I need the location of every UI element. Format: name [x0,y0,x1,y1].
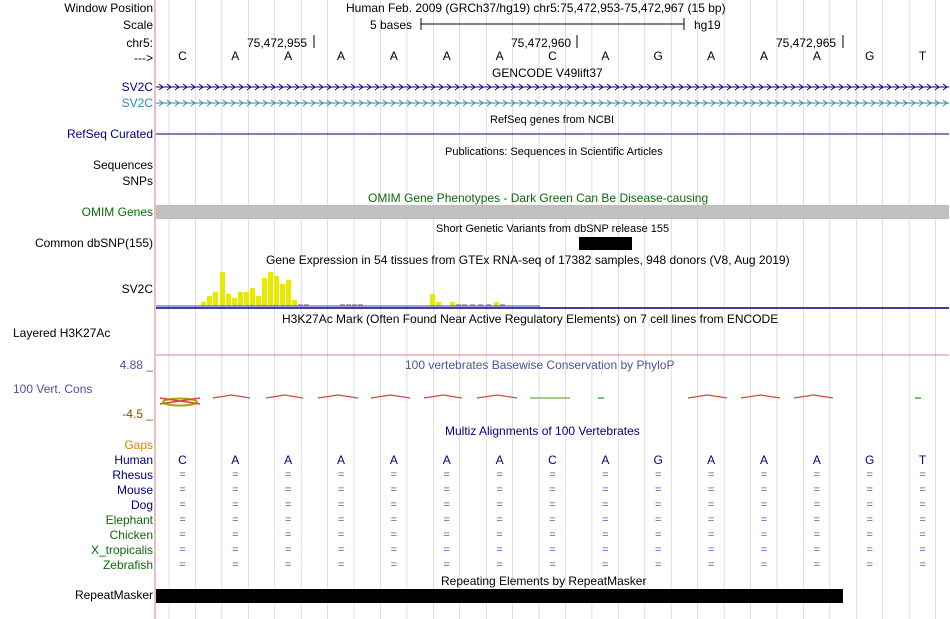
alignment-match: = [179,499,186,511]
alignment-match: = [919,529,926,541]
window-position-text: Human Feb. 2009 (GRCh37/hg19) chr5:75,472,953-75,472,967 (15 bp) [346,1,726,15]
phylop-track-title[interactable]: 100 vertebrates Basewise Conservation by PhyloP [405,358,675,372]
sequences-label[interactable]: Sequences [92,158,153,172]
phylop-segment [741,395,780,398]
alignment-match: = [602,484,609,496]
alignment-match: = [655,529,662,541]
human-base: A [601,453,610,467]
alignment-match: = [602,559,609,571]
human-base: G [865,453,875,467]
alignment-match: = [496,469,503,481]
sequence-base: A [601,49,610,63]
alignment-match: = [390,529,398,541]
human-base: A [812,453,821,467]
sequence-base: A [812,49,821,63]
phylop-segment [794,395,833,398]
species-label[interactable]: Chicken [109,528,153,542]
alignment-match: = [549,469,556,481]
alignment-match: = [760,514,768,526]
alignment-match: = [655,514,662,526]
alignment-match: = [919,499,926,511]
alignment-match: = [232,484,239,496]
repeatmasker-track-title[interactable]: Repeating Elements by RepeatMasker [441,574,647,588]
alignment-match: = [284,544,292,556]
alignment-match: = [760,484,768,496]
snps-label[interactable]: SNPs [122,174,153,188]
alignment-match: = [707,544,715,556]
alignment-match: = [232,499,239,511]
alignment-match: = [179,529,186,541]
alignment-match: = [813,559,821,571]
human-base: A [495,453,504,467]
gtex-tissue-bar [207,296,212,306]
phylop-max-label: 4.88 _ [119,358,153,372]
phylop-segment [318,395,358,398]
alignment-match: = [496,484,503,496]
alignment-match: = [760,499,768,511]
alignment-match: = [919,469,926,481]
alignment-match: = [232,469,239,481]
alignment-match: = [919,484,926,496]
alignment-match: = [707,484,715,496]
gtex-tissue-bar [450,302,455,306]
scale-label: Scale [122,18,153,32]
alignment-match: = [813,469,821,481]
alignment-match: = [443,559,450,571]
alignment-match: = [866,559,873,571]
alignment-match: = [813,529,821,541]
human-base: A [759,453,768,467]
phylop-segment [688,395,727,398]
alignment-match: = [760,544,768,556]
dbsnp-variant-block [579,237,632,250]
gaps-label[interactable]: Gaps [124,438,153,452]
alignment-match: = [655,484,662,496]
sequence-base: C [548,49,557,63]
alignment-match: = [337,544,345,556]
sequence-base: A [442,49,451,63]
gtex-tissue-bar [268,272,273,306]
dbsnp-track-title[interactable]: Short Genetic Variants from dbSNP release 155 [436,223,670,235]
coord-label-3: 75,472,965 [776,36,837,50]
phylop-segment [477,395,517,398]
alignment-match: = [337,514,345,526]
gtex-tissue-bar [262,278,267,306]
human-base: C [548,453,557,467]
alignment-match: = [602,544,609,556]
alignment-match: = [866,469,873,481]
gtex-tissue-bar [274,276,279,306]
alignment-match: = [760,559,768,571]
gtex-tissue-bar [232,298,237,306]
species-label[interactable]: Rhesus [112,468,153,482]
alignment-match: = [602,514,609,526]
sequence-base: A [337,49,346,63]
sequence-base: A [495,49,504,63]
alignment-match: = [496,499,503,511]
sequence-base: G [653,49,663,63]
coord-label-1: 75,472,955 [247,36,308,50]
alignment-match: = [443,469,450,481]
alignment-match: = [443,499,450,511]
alignment-match: = [707,514,715,526]
gtex-tissue-bar [286,280,291,306]
refseq-label[interactable]: RefSeq Curated [66,127,153,141]
chrom-label: chr5: [126,36,153,50]
alignment-match: = [390,499,398,511]
species-label[interactable]: Human [114,453,153,467]
alignment-match: = [866,544,873,556]
alignment-match: = [390,514,398,526]
scale-assembly: hg19 [694,18,721,32]
multiz-track-title[interactable]: Multiz Alignments of 100 Vertebrates [445,424,640,438]
gtex-tissue-bar [280,284,285,306]
alignment-match: = [655,499,662,511]
alignment-match: = [179,469,186,481]
alignment-match: = [813,514,821,526]
gtex-tissue-bar [430,294,435,306]
refseq-track-title[interactable]: RefSeq genes from NCBI [490,114,615,126]
alignment-match: = [655,469,662,481]
gencode-track-title[interactable]: GENCODE V49lift37 [492,66,603,80]
window-position-label: Window Position [64,1,153,15]
alignment-match: = [919,544,926,556]
gtex-tissue-bar [213,292,218,306]
alignment-match: = [760,529,768,541]
alignment-match: = [707,559,715,571]
alignment-match: = [337,499,345,511]
coord-label-2: 75,472,960 [511,36,572,50]
gtex-tissue-bar [494,302,499,306]
alignment-match: = [337,559,345,571]
sequence-base: A [759,49,768,63]
alignment-match: = [602,499,609,511]
gtex-track-title[interactable]: Gene Expression in 54 tissues from GTEx RNA-seq of 17382 samples, 948 donors (V8, Aug 2019) [266,253,790,267]
gtex-tissue-bar [238,292,243,306]
human-base: G [653,453,663,467]
alignment-match: = [813,499,821,511]
gtex-tissue-bar [244,292,249,306]
gtex-tissue-bar [292,300,297,306]
human-base: T [918,453,927,467]
human-base: A [707,453,716,467]
alignment-match: = [284,514,292,526]
alignment-match: = [549,484,556,496]
alignment-match: = [390,484,398,496]
omim-track-title[interactable]: OMIM Gene Phenotypes - Dark Green Can Be Disease-causing [368,191,709,205]
alignment-match: = [179,544,186,556]
alignment-match: = [655,544,662,556]
alignment-match: = [655,559,662,571]
alignment-match: = [390,544,398,556]
sequence-base: A [231,49,240,63]
publications-track-title[interactable]: Publications: Sequences in Scientific Articles [445,146,663,158]
sequence-base: A [707,49,716,63]
alignment-match: = [179,514,186,526]
alignment-match: = [284,469,292,481]
gtex-tissue-bar [226,294,231,306]
alignment-match: = [179,484,186,496]
alignment-match: = [549,514,556,526]
scale-text: 5 bases [370,18,413,32]
alignment-match: = [919,514,926,526]
dbsnp-label[interactable]: Common dbSNP(155) [34,236,153,250]
alignment-match: = [232,559,239,571]
sequence-base: C [178,49,187,63]
alignment-match: = [390,559,398,571]
gtex-tissue-bar [250,288,255,306]
alignment-match: = [707,529,715,541]
h3k27ac-track-title[interactable]: H3K27Ac Mark (Often Found Near Active Regulatory Elements) on 7 cell lines from ENCODE [282,312,779,326]
gencode-gene-label-2[interactable]: SV2C [121,96,153,110]
alignment-match: = [284,484,292,496]
alignment-match: = [232,514,239,526]
alignment-match: = [390,469,398,481]
gtex-tissue-bar [256,296,261,306]
alignment-match: = [549,559,556,571]
alignment-match: = [866,499,873,511]
omim-label[interactable]: OMIM Genes [81,205,153,219]
human-base: C [178,453,187,467]
alignment-match: = [443,529,450,541]
species-label[interactable]: Dog [130,498,153,512]
phylop-segment [266,395,303,398]
gtex-tissue-bar [436,302,441,306]
alignment-match: = [549,529,556,541]
alignment-match: = [919,559,926,571]
alignment-match: = [337,484,345,496]
alignment-match: = [549,544,556,556]
sequence-base: G [865,49,875,63]
alignment-match: = [443,514,450,526]
sequence-base: A [284,49,293,63]
alignment-match: = [813,544,821,556]
phylop-label[interactable]: 100 Vert. Cons [13,382,93,396]
species-label[interactable]: Zebrafish [102,558,153,572]
alignment-match: = [496,559,503,571]
alignment-match: = [284,529,292,541]
alignment-match: = [232,529,239,541]
repeatmasker-label[interactable]: RepeatMasker [74,588,153,602]
alignment-match: = [602,469,609,481]
repeatmasker-element [156,589,843,603]
alignment-match: = [443,544,450,556]
phylop-segment [213,395,250,398]
alignment-match: = [866,484,873,496]
alignment-match: = [496,529,503,541]
phylop-min-label: -4.5 _ [122,407,153,421]
alignment-match: = [813,484,821,496]
strand-label: ---> [134,51,153,65]
alignment-match: = [707,499,715,511]
alignment-match: = [337,529,345,541]
alignment-match: = [443,484,450,496]
species-label[interactable]: X_tropicalis [90,543,153,557]
h3k27ac-label[interactable]: Layered H3K27Ac [13,326,111,340]
phylop-segment [371,395,410,398]
alignment-match: = [707,469,715,481]
alignment-match: = [179,559,186,571]
alignment-match: = [496,544,503,556]
phylop-segment [424,395,462,398]
alignment-match: = [337,469,345,481]
alignment-match: = [866,529,873,541]
human-base: A [442,453,451,467]
sequence-base: A [389,49,398,63]
alignment-match: = [760,469,768,481]
alignment-match: = [232,544,239,556]
species-label[interactable]: Mouse [116,483,153,497]
omim-bar [156,205,949,219]
alignment-match: = [496,514,503,526]
species-label[interactable]: Elephant [105,513,153,527]
human-base: A [337,453,346,467]
gtex-label[interactable]: SV2C [121,282,153,296]
alignment-match: = [284,499,292,511]
alignment-match: = [549,499,556,511]
gtex-tissue-bar [220,272,225,306]
alignment-match: = [284,559,292,571]
alignment-match: = [866,514,873,526]
gtex-tissue-bar [201,302,206,306]
gencode-gene-label-1[interactable]: SV2C [121,80,153,94]
human-base: A [231,453,240,467]
sequence-base: T [918,49,927,63]
alignment-match: = [602,529,609,541]
human-base: A [284,453,293,467]
human-base: A [389,453,398,467]
